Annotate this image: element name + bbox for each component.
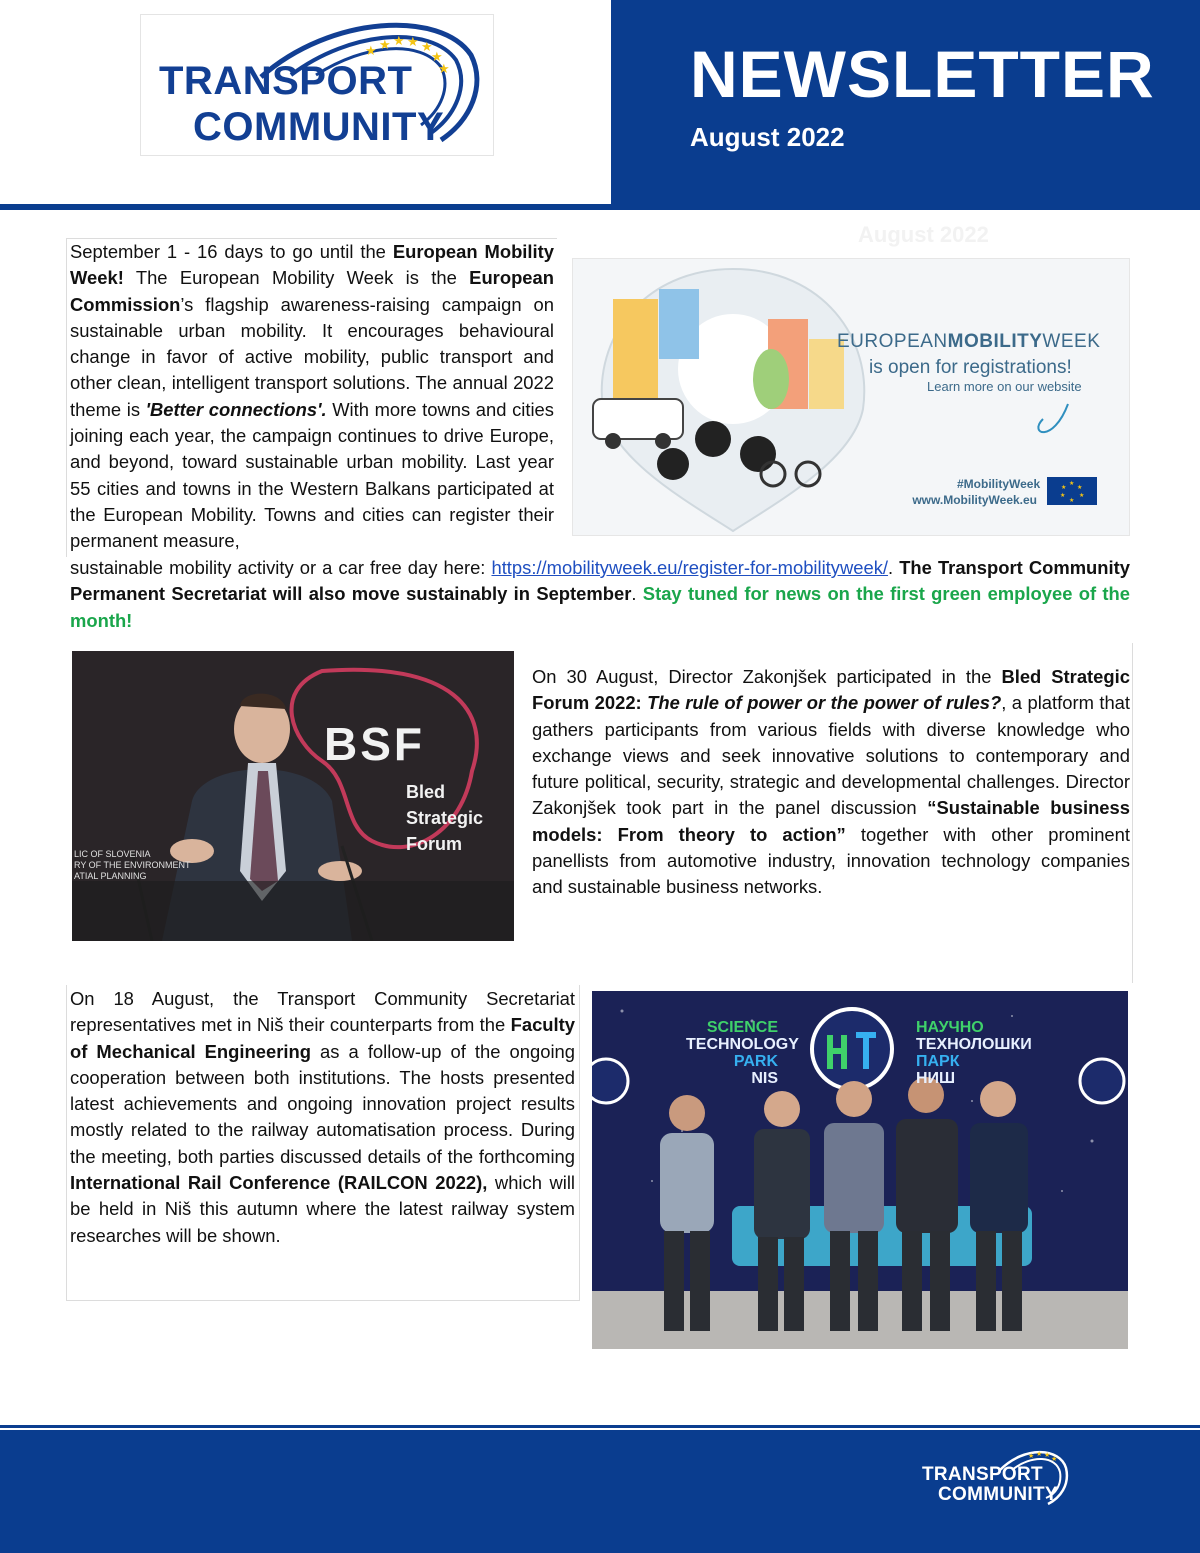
svg-text:★: ★ (431, 50, 443, 65)
article1-text-top: September 1 - 16 days to go until the European Mobility Week! The European Mobility Week is the European Commission’s flagship awareness-raising campaign on sustainable urban mobility. It encourages behavioural change in favor of active mobility, public transport and other clean, intelligent transport solutions. The annual 2022 theme is 'Better connections'. With more towns and cities joining each year, the campaign continues to drive Europe, and beyond, toward sustainable urban mobility. Last year 55 cities and towns in the Western Balkans participated at the European Mobility. Towns and cities can register their permanent measure, (70, 241, 554, 552)
mobilityweek-register-link[interactable]: https://mobilityweek.eu/register-for-mobilityweek/ (491, 557, 889, 578)
header-rule (0, 204, 1200, 210)
science-park-photo (592, 991, 1128, 1349)
svg-text:★: ★ (1051, 1455, 1058, 1463)
emw-brand: EUROPEANMOBILITYWEEK (837, 331, 1101, 352)
park-sign-cyrillic: НАУЧНО ТЕХНОЛОШКИ ПАРК НИШ (916, 1019, 1032, 1087)
svg-text:★: ★ (1044, 1451, 1051, 1459)
newsletter-title: NEWSLETTER (690, 37, 1155, 111)
emw-registration-line: is open for registrations! (869, 357, 1072, 378)
logo-line-2: COMMUNITY (193, 105, 445, 149)
article3-text: On 18 August, the Transport Community Secretariat representatives met in Niš their counterparts from the Faculty of Mechanical Engineering as a follow-up of the ongoing cooperation between both institutions. The hosts presented latest achievements and ongoing innovation project results mostly related to the railway automatisation process. During the meeting, both parties discussed details of the forthcoming International Rail Conference (RAILCON 2022), which will be held in Niš this autumn where the latest railway system researches will be shown. (70, 988, 576, 1246)
footer-logo-line-1: TRANSPORT (922, 1464, 1043, 1485)
emw-learn-more: Learn more on our website (927, 379, 1082, 394)
footer-band (0, 1430, 1200, 1553)
emw-hashtag: #MobilityWeek (957, 477, 1041, 491)
bsf-logo: BSF (324, 718, 425, 770)
svg-text:★: ★ (1061, 484, 1067, 491)
svg-text:★: ★ (365, 44, 377, 59)
svg-text:★: ★ (1069, 480, 1075, 487)
group-photo-illustration-icon (592, 991, 1128, 1349)
transport-community-logo (140, 14, 494, 156)
svg-text:★: ★ (379, 38, 391, 53)
bsf-subtitle: Bled Strategic Forum (406, 782, 484, 854)
svg-text:★: ★ (407, 35, 419, 50)
svg-text:★: ★ (1028, 1452, 1035, 1460)
article2-text: On 30 August, Director Zakonjšek participated in the Bled Strategic Forum 2022: The rule of power or the power of rules?, a platform that gathers participants from various fields with diverse knowledge who exchange views and seek innovative solutions to contemporary and future political, security, strategic and developmental challenges. Director Zakonjšek took part in the panel discussion “Sustainable business models: From theory to action” together with other prominent panellists from automotive industry, innovation technology companies and sustainable business networks. (532, 666, 1131, 898)
emw-url: www.MobilityWeek.eu (912, 493, 1037, 507)
logo-line-1: TRANSPORT (159, 59, 413, 103)
article1-text-bottom: sustainable mobility activity or a car free day here: https://mobilityweek.eu/register-for-mobilityweek/. The Transport Community Permanent Secretariat will also move sustainably in September. Stay tuned for news on the first green employee of the month! (70, 557, 1130, 631)
svg-text:★: ★ (1069, 497, 1075, 504)
svg-text:★: ★ (1060, 492, 1066, 499)
svg-text:★: ★ (393, 34, 405, 49)
footer-rule (0, 1425, 1200, 1428)
svg-text:★: ★ (438, 62, 450, 77)
bsf-wall-text: LIC OF SLOVENIA RY OF THE ENVIRONMENT ATIAL PLANNING (74, 849, 191, 881)
newsletter-date: August 2022 (690, 122, 845, 152)
svg-text:★: ★ (421, 40, 433, 55)
svg-text:★: ★ (1079, 492, 1085, 499)
bsf-photo (72, 651, 514, 941)
ghost-date-label: August 2022 (858, 222, 989, 247)
mobility-week-banner (572, 258, 1130, 536)
mobility-pin-illustration-icon (573, 259, 1129, 535)
footer-logo-line-2: COMMUNITY (938, 1484, 1058, 1505)
park-sign-latin: SCIENCE TECHNOLOGY PARK NIS (686, 1019, 799, 1087)
svg-text:★: ★ (1036, 1450, 1043, 1458)
svg-text:★: ★ (1077, 484, 1083, 491)
